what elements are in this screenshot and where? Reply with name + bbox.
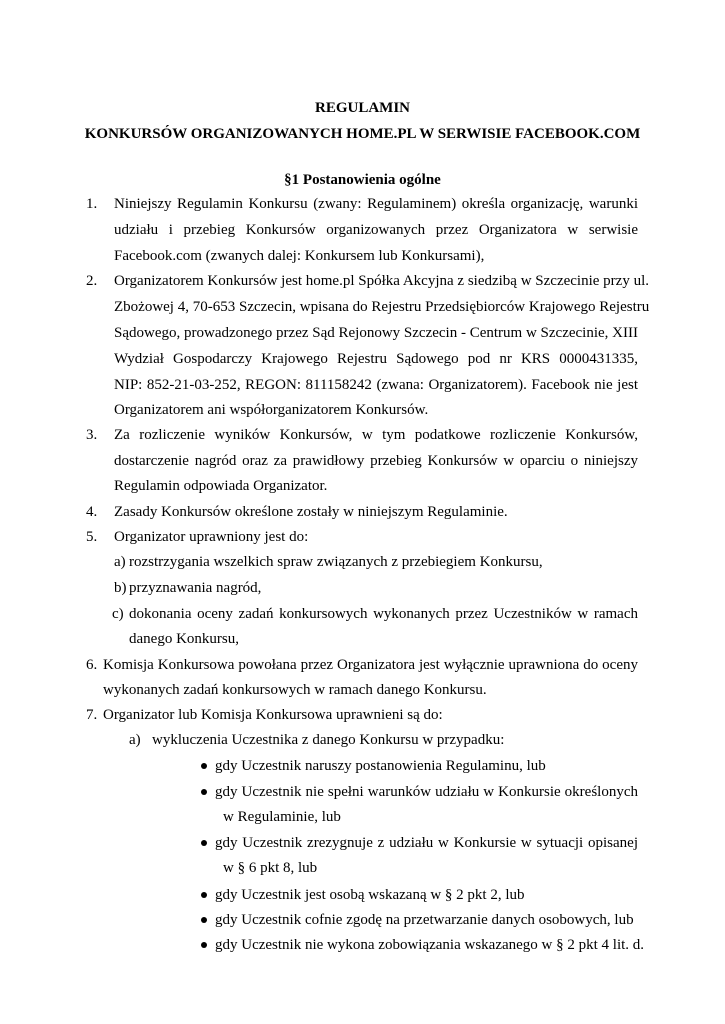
sub-item-text: rozstrzygania wszelkich spraw związanych z przebiegiem Konkursu, <box>129 554 543 570</box>
sub-item-letter: c) <box>112 606 124 622</box>
item-text-line: Zbożowej 4, 70-653 Szczecin, wpisana do Rejestru Przedsiębiorców Krajowego Rejestru <box>114 299 650 315</box>
sub-item-text: przyznawania nagród, <box>129 580 262 596</box>
sub-item-letter: a) <box>129 732 141 748</box>
item-text-line: wykonanych zadań konkursowych w ramach danego Konkursu. <box>103 682 487 698</box>
sub-item-letter: a) <box>114 554 126 570</box>
bullet-text: w Regulaminie, lub <box>223 809 341 825</box>
item-text-line: Organizatorem ani współorganizatorem Konkursów. <box>114 402 429 418</box>
item-text-line: Regulamin odpowiada Organizator. <box>114 478 328 494</box>
item-text-line: Komisja Konkursowa powołana przez Organizatora jest wyłącznie uprawniona do oceny <box>103 657 638 673</box>
item-text-line: NIP: 852-21-03-252, REGON: 811158242 (zwana: Organizatorem). Facebook nie jest <box>114 377 638 393</box>
item-text-line: Organizatorem Konkursów jest home.pl Spółka Akcyjna z siedzibą w Szczecinie przy ul. <box>114 273 649 289</box>
sub-item-text: wykluczenia Uczestnika z danego Konkursu w przypadku: <box>152 732 505 748</box>
bullet-icon <box>201 789 207 795</box>
item-text-line: Zasady Konkursów określone zostały w niniejszym Regulaminie. <box>114 504 508 520</box>
item-text-line: udziału i przebieg Konkursów organizowanych przez Organizatora w serwisie <box>114 222 638 238</box>
document-title: REGULAMIN <box>314 100 410 116</box>
bullet-text: gdy Uczestnik jest osobą wskazaną w § 2 pkt 2, lub <box>215 887 525 903</box>
item-number: 4. <box>86 504 98 520</box>
item-text-line: Sądowego, prowadzonego przez Sąd Rejonowy Szczecin - Centrum w Szczecinie, XIII <box>114 325 638 341</box>
item-number: 3. <box>86 427 98 443</box>
item-text-line: Niniejszy Regulamin Konkursu (zwany: Regulaminem) określa organizację, warunki <box>114 196 638 212</box>
item-number: 5. <box>86 529 98 545</box>
section-heading: §1 Postanowienia ogólne <box>284 172 441 188</box>
bullet-text: gdy Uczestnik cofnie zgodę na przetwarzanie danych osobowych, lub <box>215 912 634 928</box>
item-text-line: Organizator lub Komisja Konkursowa uprawnieni są do: <box>103 707 443 723</box>
bullet-icon <box>201 917 207 923</box>
sub-item-letter: b) <box>114 580 127 596</box>
item-text-line: Facebook.com (zwanych dalej: Konkursem lub Konkursami), <box>114 248 485 264</box>
bullet-text: gdy Uczestnik zrezygnuje z udziału w Konkursie w sytuacji opisanej <box>215 835 638 851</box>
item-text-line: Organizator uprawniony jest do: <box>114 529 309 545</box>
bullet-text: w § 6 pkt 8, lub <box>223 860 318 876</box>
document-subtitle: KONKURSÓW ORGANIZOWANYCH HOME.PL W SERWISIE FACEBOOK.COM <box>84 126 641 142</box>
item-text-line: Wydział Gospodarczy Krajowego Rejestru Sądowego pod nr KRS 0000431335, <box>114 351 638 367</box>
bullet-icon <box>201 763 207 769</box>
item-number: 1. <box>86 196 98 212</box>
item-number: 7. <box>86 707 98 723</box>
bullet-text: gdy Uczestnik nie spełni warunków udziału w Konkursie określonych <box>215 784 638 800</box>
sub-item-text: dokonania oceny zadań konkursowych wykonanych przez Uczestników w ramach <box>129 606 638 622</box>
bullet-text: gdy Uczestnik nie wykona zobowiązania wskazanego w § 2 pkt 4 lit. d. <box>215 937 645 953</box>
bullet-text: gdy Uczestnik naruszy postanowienia Regulaminu, lub <box>215 758 546 774</box>
item-number: 6. <box>86 657 98 673</box>
bullet-icon <box>201 942 207 948</box>
item-text-line: Za rozliczenie wyników Konkursów, w tym podatkowe rozliczenie Konkursów, <box>114 427 638 443</box>
bullet-icon <box>201 892 207 898</box>
bullet-icon <box>201 840 207 846</box>
sub-item-text: danego Konkursu, <box>129 631 239 647</box>
item-text-line: dostarczenie nagród oraz za prawidłowy przebieg Konkursów w oparciu o niniejszy <box>114 453 638 469</box>
item-number: 2. <box>86 273 98 289</box>
